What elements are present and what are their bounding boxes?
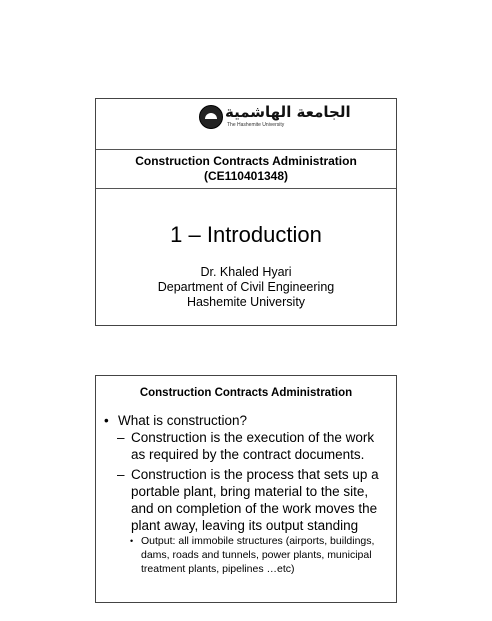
title-slide (95, 98, 397, 326)
sub-sub-bullet-output (130, 534, 386, 576)
output-text: Output: all immobile structures (airports, buildings, dams, roads and tunnels, power plants, municipal treatment plants, pipelines …etc) (141, 535, 375, 575)
content-slide (95, 375, 397, 603)
university-seal-icon (199, 105, 223, 129)
university-logo (96, 99, 396, 144)
bullet-question (104, 412, 247, 429)
author-department: Department of Civil Engineering (157, 280, 335, 294)
bullet-text: What is construction? (118, 413, 248, 428)
logo-english-text: The Hashemite University (227, 122, 285, 128)
bullet-marker: • (104, 413, 109, 428)
slide-title: Construction Contracts Administration (139, 387, 353, 399)
course-title: Construction Contracts Administration (135, 154, 357, 168)
bullet-marker: • (130, 536, 134, 546)
course-code: (CE110401348) (203, 169, 289, 183)
author-university: Hashemite University (186, 295, 306, 309)
dash-marker: – (117, 467, 125, 482)
author-name: Dr. Khaled Hyari (200, 265, 292, 279)
sub-bullet-definition-1 (117, 429, 387, 463)
slide-main-title: 1 – Introduction (170, 222, 322, 247)
author-block (96, 265, 396, 310)
dash-marker: – (117, 430, 125, 445)
course-header (96, 149, 396, 189)
definition-text: Construction is the execution of the work as required by the contract documents. (131, 430, 375, 462)
sub-bullet-definition-2 (117, 466, 387, 534)
definition-text: Construction is the process that sets up a portable plant, bring material to the site, and on completion of the work moves the plant away, leaving its output standing (131, 467, 379, 533)
logo-arabic-text: الجامعة الهاشمية (225, 103, 351, 121)
